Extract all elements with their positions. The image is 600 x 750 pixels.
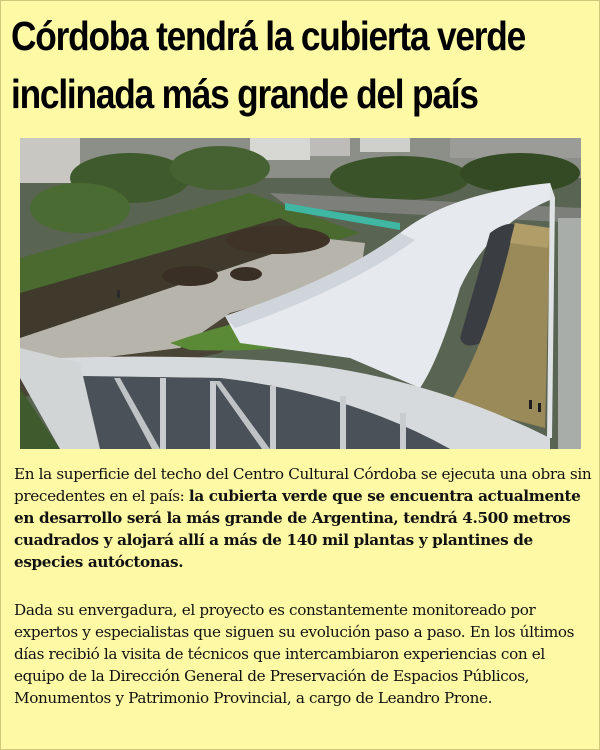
paragraph-1-emphasis: la cubierta verde que se encuentra actualmente en desarrollo será la más grande de Argentina, tendrá 4.500 metros cuadrados y alojará allí a más de 140 mil plantas y plantines de especies autóctonas. [14, 487, 581, 571]
headline-line-2: inclinada más grande del país [11, 71, 478, 117]
paragraph-1-intro: En la superficie del techo del Centro Cultural Córdoba se ejecuta una obra sin precedentes en el país: [14, 465, 592, 505]
paragraph-1 [14, 463, 594, 573]
paragraph-2: Dada su envergadura, el proyecto es constantemente monitoreado por expertos y especialistas que siguen su evolución paso a paso. En los últimos días recibió la visita de técnicos que intercambiaron experiencias con el equipo de la Dirección General de Preservación de Espacios Públicos, Monumentos y Patrimonio Provincial, a cargo de Leandro Prone. [14, 601, 575, 707]
headline [11, 7, 526, 123]
article-photo [20, 138, 581, 449]
headline-line-1: Córdoba tendrá la cubierta verde [11, 13, 526, 59]
